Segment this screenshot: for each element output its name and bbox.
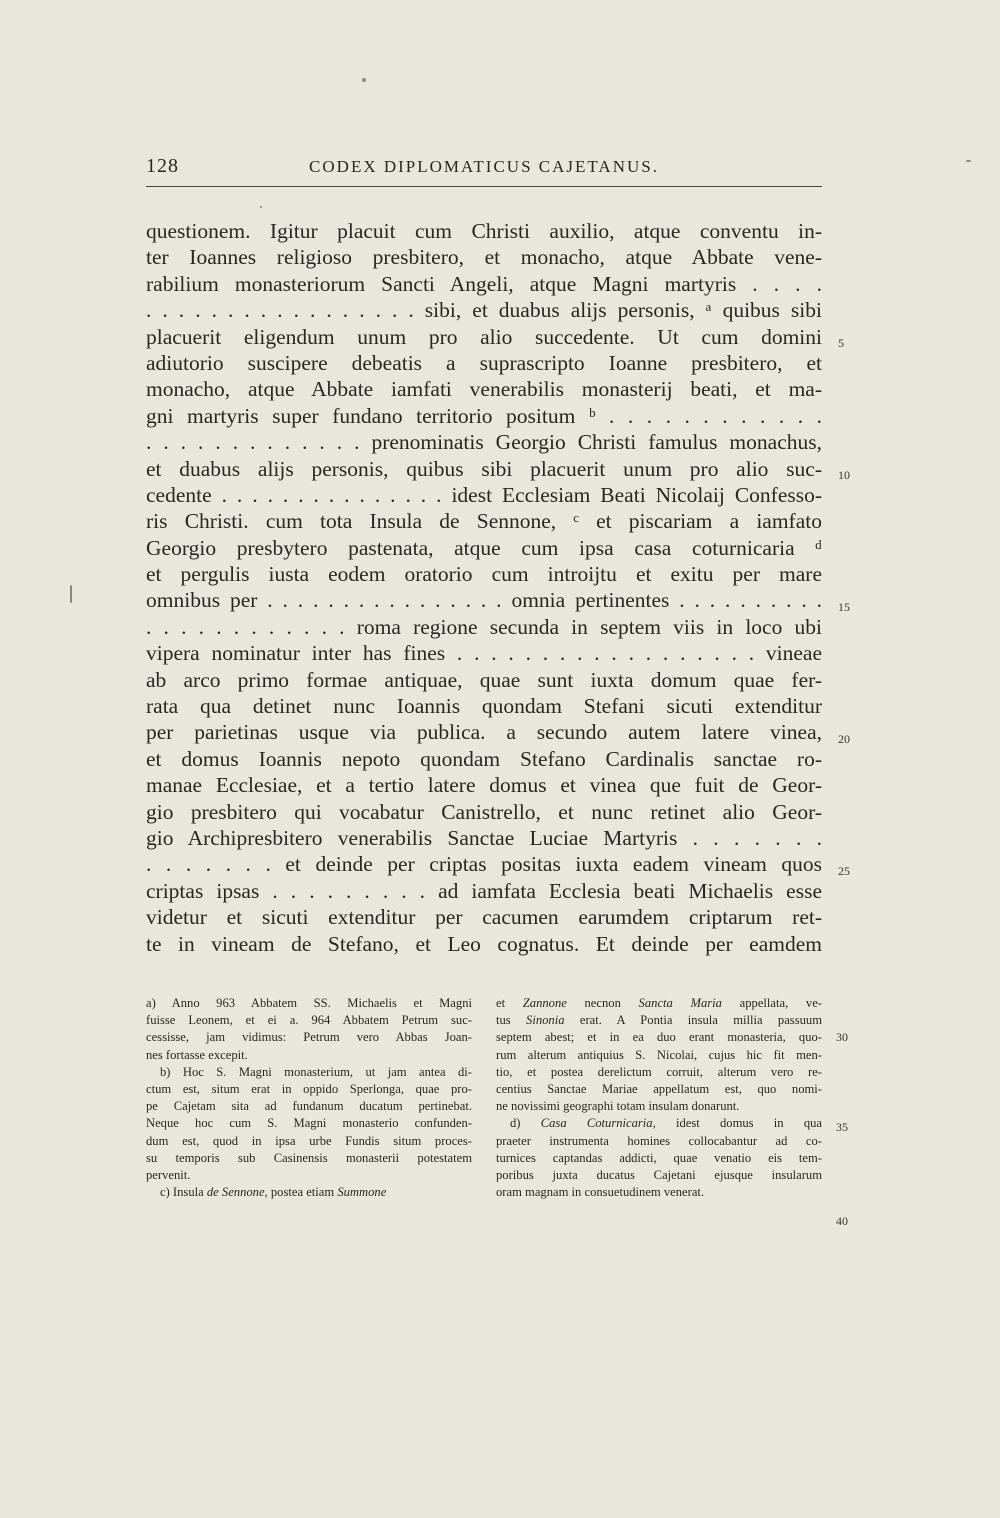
text-line: per parietinas usque via publica. a secundo autem latere vinea, — [146, 720, 822, 745]
paper-speck — [362, 78, 366, 82]
footnotes — [146, 995, 822, 1245]
footnote-line: ne novissimi geographi totam insulam donarunt. — [496, 1099, 740, 1114]
footnotes-left-column — [146, 995, 472, 1201]
text-line: placuerit eligendum unum pro alio succedente. Ut cum domini — [146, 324, 822, 349]
text-line: criptas ipsas . . . . . . . . . ad iamfata Ecclesia beati Michaelis esse — [146, 878, 822, 903]
text-line: manae Ecclesiae, et a tertio latere domus et vinea que fuit de Geor- — [146, 773, 822, 798]
text-line: . . . . . . . . . . . . . prenominatis Georgio Christi famulus monachus, — [146, 430, 822, 455]
text-line: cedente . . . . . . . . . . . . . . . idest Ecclesiam Beati Nicolaij Confesso- — [146, 482, 822, 507]
footnote-line: tio, et postea derelictum corruit, alterum vero re- — [496, 1064, 822, 1079]
paper-speck — [70, 585, 72, 603]
footnote-line: dum est, quod in ipsa urbe Fundis situm proces- — [146, 1133, 472, 1148]
footnote-line: rum alterum antiquius S. Nicolai, cujus hic fit men- — [496, 1047, 822, 1062]
text-line: et duabus alijs personis, quibus sibi placuerit unum pro alio suc- — [146, 456, 822, 481]
line-number: 5 — [838, 335, 844, 350]
line-number: 15 — [838, 599, 850, 614]
line-number: 10 — [838, 467, 850, 482]
text-line: adiutorio suscipere debeatis a suprascripto Ioanne presbitero, et — [146, 350, 822, 375]
text-line: questionem. Igitur placuit cum Christi auxilio, atque conventu in- — [146, 219, 822, 243]
footnote-line-number: 30 — [836, 1030, 848, 1044]
running-title: CODEX DIPLOMATICUS CAJETANUS. — [309, 157, 659, 176]
footnote-line: su temporis sub Casinensis monasterii potestatem — [146, 1150, 472, 1165]
text-line: monacho, atque Abbate iamfati venerabilis monasterij beati, et ma- — [146, 377, 822, 402]
text-line: gni martyris super fundano territorio positum ᵇ . . . . . . . . . . . . — [146, 403, 822, 428]
footnote-line: centius Sanctae Mariae appellatum est, quo nomi- — [496, 1081, 822, 1096]
paper-speck — [966, 160, 971, 162]
text-line: et domus Ioannis nepoto quondam Stefano Cardinalis sanctae ro- — [146, 746, 822, 771]
line-number: 25 — [838, 863, 850, 878]
text-line: rata qua detinet nunc Ioannis quondam Stefani sicuti extenditur — [146, 694, 822, 719]
footnote-line: tus Sinonia erat. A Pontia insula millia passuum — [496, 1013, 822, 1028]
text-line: gio Archipresbitero venerabilis Sanctae Luciae Martyris . . . . . . . — [146, 825, 822, 850]
text-line: rabilium monasteriorum Sancti Angeli, atque Magni martyris . . . . — [146, 271, 822, 296]
text-line: . . . . . . . . . . . . roma regione secunda in septem viis in loco ubi — [146, 614, 822, 639]
text-line: Georgio presbytero pastenata, atque cum ipsa casa coturnicaria ᵈ — [146, 535, 822, 560]
text-line: ab arco primo formae antiquae, quae sunt iuxta domum quae fer- — [146, 667, 822, 692]
footnote-line: b) Hoc S. Magni monasterium, ut jam antea di- — [160, 1064, 472, 1079]
footnote-line: d) Casa Coturnicaria, idest domus in qua — [510, 1116, 823, 1131]
footnote-line: Neque hoc cum S. Magni monasterio confunden- — [146, 1116, 472, 1131]
text-line: et pergulis iusta eodem oratorio cum introijtu et exitu per mare — [146, 562, 822, 587]
text-line: ter Ioannes religioso presbitero, et monacho, atque Abbate vene- — [146, 245, 822, 270]
text-line: te in vineam de Stefano, et Leo cognatus. Et deinde per eamdem — [146, 931, 822, 956]
footnote-line: oram magnam in consuetudinem venerat. — [496, 1185, 705, 1200]
text-line: . . . . . . . et deinde per criptas positas iuxta eadem vineam quos — [146, 852, 822, 877]
text-line: omnibus per . . . . . . . . . . . . . . . . omnia pertinentes . . . . . . . . . . — [146, 588, 822, 613]
footnote-line-number: 35 — [836, 1120, 848, 1134]
page-number: 128 — [146, 155, 179, 177]
footnote-line: fuisse Leonem, et ei a. 964 Abbatem Petrum suc- — [146, 1013, 472, 1028]
footnote-line: pervenit. — [146, 1167, 191, 1182]
footnote-line: turnices captandas addicti, quae venatio eis tem- — [496, 1150, 822, 1165]
footnote-line: a) Anno 963 Abbatem SS. Michaelis et Magni — [146, 996, 472, 1010]
footnote-line: et Zannone necnon Sancta Maria appellata, ve- — [496, 996, 822, 1010]
text-line: vipera nominatur inter has fines . . . . . . . . . . . . . . . . . . vineae — [146, 641, 822, 666]
footnote-line: poribus juxta ducatus Cajetani ejusque insularum — [496, 1167, 822, 1182]
footnote-line: c) Insula de Sennone, postea etiam Summone — [160, 1185, 387, 1200]
line-number: 20 — [838, 731, 850, 746]
text-line: videtur et sicuti extenditur per cacumen earumdem criptarum ret- — [146, 905, 822, 930]
footnotes-right-column — [496, 995, 822, 1201]
text-line: . . . . . . . . . . . . . . . . . sibi, et duabus alijs personis, ᵃ quibus sibi — [146, 298, 822, 323]
footnote-line: nes fortasse excepit. — [146, 1047, 248, 1062]
paper-speck — [260, 206, 262, 208]
footnote-line: ctum est, situm erat in oppido Sperlonga, quae pro- — [146, 1081, 472, 1096]
main-text — [146, 218, 822, 957]
running-head — [146, 155, 822, 183]
text-line: ris Christi. cum tota Insula de Sennone, ᶜ et piscariam a iamfato — [146, 509, 822, 534]
header-rule — [146, 186, 822, 187]
footnote-line: praeter instrumenta homines collocabantur ad co- — [496, 1133, 822, 1148]
footnote-line: septem abest; et in ea duo erant monasteria, quo- — [496, 1030, 822, 1045]
text-line: gio presbitero qui vocabatur Canistrello, et nunc retinet alio Geor- — [146, 799, 822, 824]
footnote-line: cessisse, jam vidimus: Petrum vero Abbas Joan- — [146, 1030, 472, 1045]
footnote-line-number: 40 — [836, 1214, 848, 1228]
footnote-line: pe Cajetam sita ad fundanum ducatum pertinebat. — [146, 1099, 472, 1114]
